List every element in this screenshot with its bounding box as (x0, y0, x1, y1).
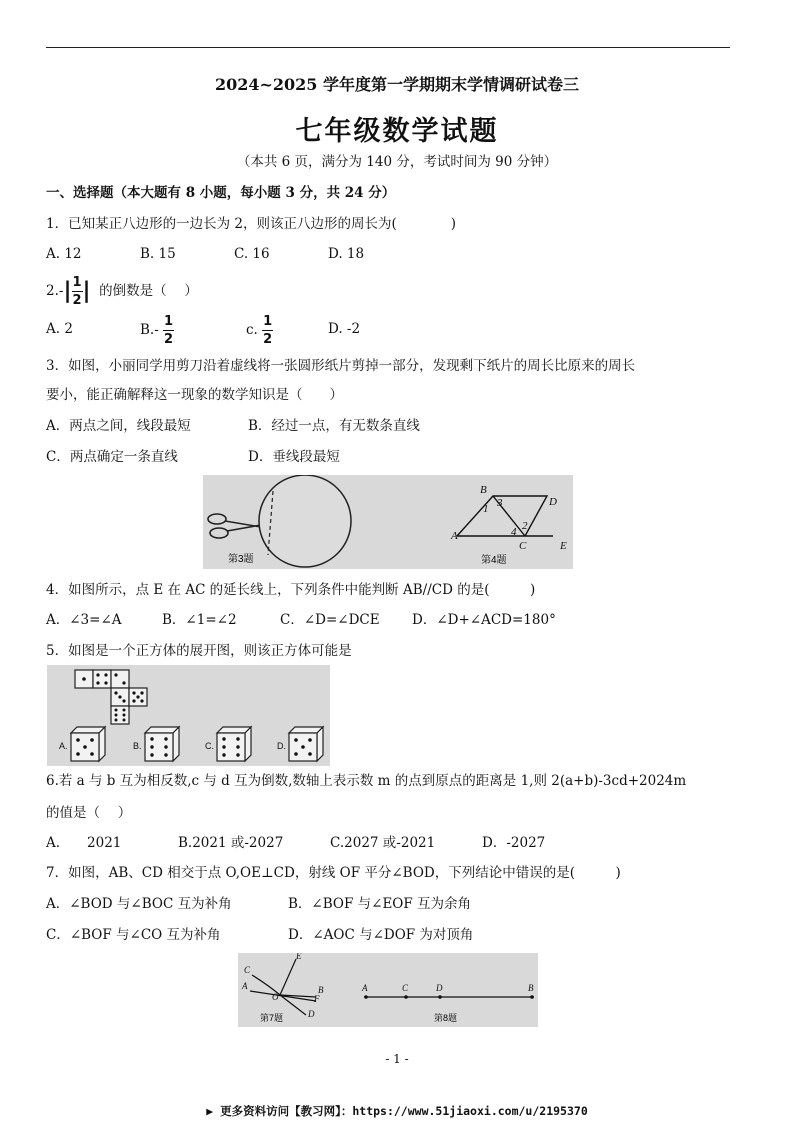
q2-option-d: D. -2 (328, 321, 361, 337)
frac-num: 1 (263, 314, 273, 329)
figure-q5-svg (47, 665, 330, 766)
page-number: - 1 - (385, 1052, 409, 1066)
fig7-label-a: A (242, 981, 248, 991)
q7-option-b: B．∠BOF 与∠EOF 互为余角 (288, 896, 472, 912)
abs-bar-right: | (82, 278, 91, 304)
q4-option-b: B．∠1=∠2 (162, 612, 237, 628)
frac-den: 2 (263, 332, 273, 347)
q1-stem: 1．已知某正八边形的一边长为 2，则该正八边形的周长为( ) (46, 216, 457, 232)
fig7-label-f: F (314, 994, 320, 1004)
q4-stem: 4．如图所示，点 E 在 AC 的延长线上，下列条件中能判断 AB//CD 的是( ) (46, 582, 536, 598)
frac-den: 2 (164, 332, 174, 347)
q7-stem: 7．如图，AB、CD 相交于点 O,OE⊥CD，射线 OF 平分∠BOD，下列结论中错误的是( ) (46, 865, 621, 881)
q3-option-d: D．垂线段最短 (248, 449, 340, 465)
cube-c (217, 727, 251, 761)
fig3-caption: 第3题 (228, 554, 254, 565)
fig8-label-a: A (362, 983, 368, 993)
cube-d (289, 727, 323, 761)
q2-fraction (72, 275, 83, 308)
q1-option-c: C. 16 (234, 246, 270, 262)
figure-q5 (47, 665, 330, 766)
cube-a (71, 727, 105, 761)
q1-option-d: D. 18 (328, 246, 365, 262)
q3-option-c: C．两点确定一条直线 (46, 449, 178, 465)
q4-option-d: D．∠D+∠ACD=180° (412, 612, 556, 628)
fig7-lines (250, 959, 316, 1015)
cube-label-d: D. (277, 741, 286, 751)
fig7-label-d: D (308, 1009, 315, 1019)
fig4-label-e: E (560, 540, 567, 552)
exam-name: 2024~2025 学年度第一学期期末学情调研试卷三 (214, 75, 580, 94)
q2-option-a: A. 2 (46, 321, 73, 337)
fig7-caption: 第7题 (260, 1013, 284, 1023)
q2-stem (46, 272, 198, 310)
q2-prefix: 2.- (46, 283, 64, 299)
cube-b (145, 727, 179, 761)
fig4-angle-3: 3 (497, 497, 503, 509)
exam-note: （本共 6 页，满分为 140 分，考试时间为 90 分钟） (236, 154, 558, 170)
figure-q3-q4-svg (203, 475, 573, 569)
q2-b-prefix: B.- (140, 322, 159, 338)
q2-option-c (246, 312, 273, 348)
section-heading: 一、选择题（本大题有 8 小题，每小题 3 分，共 24 分） (46, 185, 396, 201)
q5-stem: 5．如图是一个正方体的展开图，则该正方体可能是 (46, 643, 352, 659)
q6-option-d: D．-2027 (482, 835, 546, 851)
footer-link[interactable]: ▶ 更多资料访问【教习网】：https://www.51jiaoxi.com/u/2195370 (206, 1104, 588, 1118)
fig7-label-b: B (318, 985, 324, 995)
paper-circle (259, 475, 351, 567)
q7-option-c: C．∠BOF 与∠CO 互为补角 (46, 927, 221, 943)
q2-c-fraction (262, 314, 273, 347)
frac-num: 1 (164, 314, 174, 329)
q3-option-a: A．两点之间，线段最短 (46, 418, 191, 434)
q2-suffix: 的倒数是（ ） (99, 283, 198, 299)
fig4-caption: 第4题 (481, 555, 507, 566)
cube-label-a: A. (59, 741, 68, 751)
fig4-label-d: D (549, 496, 557, 508)
fig7-label-e: E (296, 953, 302, 961)
fig4-label-a: A (451, 530, 458, 542)
q6-option-c: C.2027 或-2021 (330, 835, 436, 851)
page-title: 七年级数学试题 (295, 116, 499, 147)
fig8-label-b: B (528, 983, 534, 993)
q3-line2: 要小，能正确解释这一现象的数学知识是（ ） (46, 387, 343, 403)
q7-option-a: A．∠BOD 与∠BOC 互为补角 (46, 896, 232, 912)
fig7-label-o: O (272, 992, 279, 1002)
q2-b-fraction (163, 314, 174, 347)
fig7-label-c: C (244, 965, 251, 975)
figure-q7-q8-svg (238, 953, 538, 1027)
fig8-label-c: C (402, 983, 409, 993)
fig4-angle-4: 4 (511, 526, 517, 538)
q3-line1: 3．如图，小丽同学用剪刀沿着虚线将一张圆形纸片剪掉一部分，发现剩下纸片的周长比原来的周长 (46, 358, 636, 374)
q4-option-a: A．∠3=∠A (46, 612, 122, 628)
q7-option-d: D．∠AOC 与∠DOF 为对顶角 (288, 927, 474, 943)
q4-option-c: C．∠D=∠DCE (280, 612, 380, 628)
q1-option-a: A. 12 (46, 246, 82, 262)
fig4-label-c: C (519, 540, 527, 552)
q3-option-b: B．经过一点，有无数条直线 (248, 418, 420, 434)
q2-c-prefix: c. (246, 322, 258, 338)
fig4-angle-2: 2 (522, 520, 528, 532)
top-rule (46, 47, 730, 48)
cube-label-c: C. (205, 741, 214, 751)
figure-q7-q8 (238, 953, 538, 1027)
frac-den: 2 (72, 293, 82, 308)
abs-bar-left: | (63, 278, 72, 304)
cube-net (75, 670, 147, 724)
frac-num: 1 (72, 275, 82, 290)
q6-line1: 6.若 a 与 b 互为相反数,c 与 d 互为倒数,数轴上表示数 m 的点到原点的距离是 1,则 2(a+b)-3cd+2024m (46, 773, 687, 789)
scissors-icon (208, 514, 261, 538)
q6-option-b: B.2021 或-2027 (178, 835, 284, 851)
cube-label-b: B. (133, 741, 142, 751)
fig8-label-d: D (436, 983, 443, 993)
fig4-angle-1: 1 (483, 503, 489, 515)
fig4-lines (457, 496, 553, 536)
q6-line2: 的值是（ ） (46, 805, 132, 821)
figure-q3-q4 (203, 475, 573, 569)
q1-option-b: B. 15 (140, 246, 176, 262)
q6-option-a: A. 2021 (46, 835, 122, 851)
fig4-label-b: B (480, 484, 487, 496)
q2-option-b (140, 312, 174, 348)
fig8-caption: 第8题 (434, 1013, 458, 1023)
fig8-number-line (364, 995, 534, 999)
